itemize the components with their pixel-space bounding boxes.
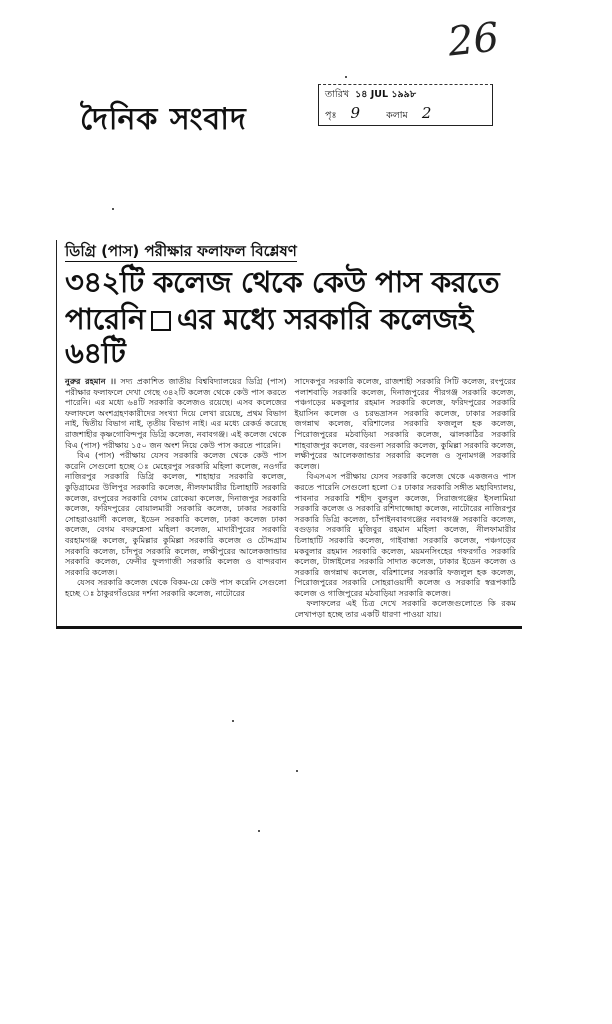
square-bullet-icon (151, 311, 171, 331)
byline: নুরুর রহমান ।। (65, 376, 117, 386)
paragraph: ফলাফলের এই চিত্র দেখে সরকারি কলেজগুলোতে কি রকম লেখাপড়া হচ্ছে তার একটি ধারণা পাওয়া যায়। (294, 598, 516, 620)
newspaper-masthead: দৈনিক সংবাদ (80, 102, 247, 137)
page-value: 9 (350, 104, 361, 122)
date-value: ১৪ JUL ১৯৯৮ (355, 89, 416, 100)
column-value: 2 (421, 104, 432, 122)
article-column-2 (295, 376, 517, 620)
news-article (56, 240, 522, 629)
article-body (65, 376, 516, 620)
handwritten-page-number: 26 (445, 14, 502, 66)
article-column-1 (65, 376, 287, 620)
paragraph: বিএসএস পরীক্ষায় যেসব সরকারি কলেজ থেকে একজনও পাস করতে পারেনি সেগুলো হলো ঃ ঢাকার সরকারি সঙ্গীত মহাবিদ্যালয়, পাবনার সরকারি শহীদ বুলবুল কলেজ, সিরাজগঞ্জের ইসলামিয়া সরকারি কলেজ ও সরকারি রশিদাজ্জোহা কলেজ, নাটোরের নাজিরপুর সরকারি ডিগ্রি কলেজ, চাঁপাইনবাবগঞ্জের নবাবগঞ্জ সরকারি কলেজ, বগুড়ার সরকারি মুজিবুর রহমান মহিলা কলেজ, নীলফামারীর চিলাহাটি সরকারি কলেজ, গাইবান্ধা সরকারি কলেজ, পঞ্চগড়ের মকবুলার রহমান সরকারি কলেজ, ময়মনসিংহের গফরগাঁও সরকারি কলেজ, টাঙ্গাইলের সরকারি সাদাত কলেজ, ঢাকার ইডেন কলেজ ও সরকারি জগন্নাথ কলেজ, বরিশালের সরকারি ফজলুল হক কলেজ, পিরোজপুরের সরকারি সোহরাওয়ার্দী কলেজ ও সরকারি স্বরূপকাঠি কলেজ ও গাজিপুরের মঠবাড়িয়া সরকারি কলেজ। (294, 471, 516, 598)
article-kicker: ডিগ্রি (পাস) পরীক্ষার ফলাফল বিশ্লেষণ (65, 242, 297, 260)
paragraph: যেসব সরকারি কলেজ থেকে বিকম-য়ে কেউ পাস করেনি সেগুলো হচ্ছে ঃ ঠাকুরগাঁওয়ের দর্শনা সরকারি কলেজ, নাটোরের (65, 577, 287, 598)
scan-speck (112, 208, 114, 210)
headline-line-2 (65, 302, 516, 370)
scan-speck (258, 830, 260, 832)
headline-line-1: ৩৪২টি কলেজ থেকে কেউ পাস করতে (65, 265, 500, 299)
date-label: তারিখ (325, 89, 350, 100)
scan-speck (232, 720, 234, 722)
column-label: কলাম (386, 110, 408, 121)
scan-speck (296, 770, 298, 772)
paragraph-text: সদ্য প্রকাশিত জাতীয় বিশ্ববিদ্যালয়ের ডিগ্রি (পাস) পরীক্ষার ফলাফলে দেখা গেছে ৩৪২টি কলেজ থেকে কেউ পাস করতে পারেনি। এর মধ্যে ৬৪টি সরকারি কলেজও রয়েছে। এসব কলেজের ফলাফলে অংশগ্রহণকারীদের সংখ্যা দিয়ে লেখা রয়েছে, প্রথম বিভাগ নাই, দ্বিতীয় বিভাগ নাই, তৃতীয় বিভাগ নাই। এর মধ্যে রেকর্ড করেছে রাজশাহীর কৃষ্ণগোবিন্দপুর ডিগ্রি কলেজ, নবাবগঞ্জ। এই কলেজ থেকে বিএ (পাস) পরীক্ষায় ১৫০ জন অংশ নিয়ে কেউ পাস করতে পারেনি। (65, 376, 287, 450)
page-label: পৃঃ (325, 110, 337, 121)
headline-line-2a: পারেনি (65, 302, 145, 336)
scan-speck (345, 76, 347, 78)
paragraph: সাদেকপুর সরকারি কলেজ, রাজশাহী সরকারি সিটি কলেজ, রংপুরের পলাশবাড়ি সরকারি কলেজ, দিনাজপুরের পীরগঞ্জ সরকারি কলেজ, পঞ্চগড়ের মকবুলার রহমান সরকারি কলেজ, ফরিদপুরের সরকারি ইয়াসিন কলেজ ও চরভদ্রাসন সরকারি কলেজ, ঢাকার সরকারি জগন্নাথ কলেজ, বরিশালের সরকারি ফজলুল হক কলেজ, পিরোজপুরের মঠবাড়িয়া সরকারি কলেজ, ঝালকাঠির সরকারি শাহবাজপুর কলেজ, বরগুনা সরকারি কলেজ, কুমিল্লা সরকারি কলেজ, লক্ষীপুরের আলেকজান্ডার সরকারি কলেজ ও সুনামগঞ্জ সরকারি কলেজ। (294, 376, 516, 471)
archive-stamp (318, 84, 493, 126)
headline-line-2b: এর মধ্যে সরকারি কলেজই ৬৪টি (65, 302, 473, 370)
paragraph: বিএ (পাস) পরীক্ষায় যেসব সরকারি কলেজ থেকে কেউ পাস করেনি সেগুলো হচ্ছে ঃ মেহেরপুর সরকারি মহিলা কলেজ, নওগাঁর নাজিরপুর সরকারি ডিগ্রি কলেজ, শাহাহার সরকারি কলেজ, কুড়িগ্রামের উলিপুর সরকারি কলেজ, নীলফামারীর চিলাহাটি সরকারি কলেজ, রংপুরের সরকারি বেগম রোকেয়া কলেজ, দিনাজপুর সরকারি কলেজ, ফরিদপুরের বোয়ালমারী সরকারি কলেজ, ঢাকার সরকারি সোহরাওয়ার্দী কলেজ, ইডেন সরকারি কলেজ, ঢাকা কলেজ ঢাকা কলেজ, বেগম বদরুন্নেসা মহিলা কলেজ, মাদারীপুরের সরকারি বরহামগঞ্জ কলেজ, কুমিল্লার কুমিল্লা সরকারি কলেজ ও চৌদ্দগ্রাম সরকারি কলেজ, চাঁদপুর সরকারি কলেজ, লক্ষীপুরের আলেকজান্ডার সরকারি কলেজ, ফেনীর ফুলগাজী সরকারি কলেজ ও বান্দরবান সরকারি কলেজ। (65, 450, 287, 577)
paragraph (65, 376, 287, 450)
